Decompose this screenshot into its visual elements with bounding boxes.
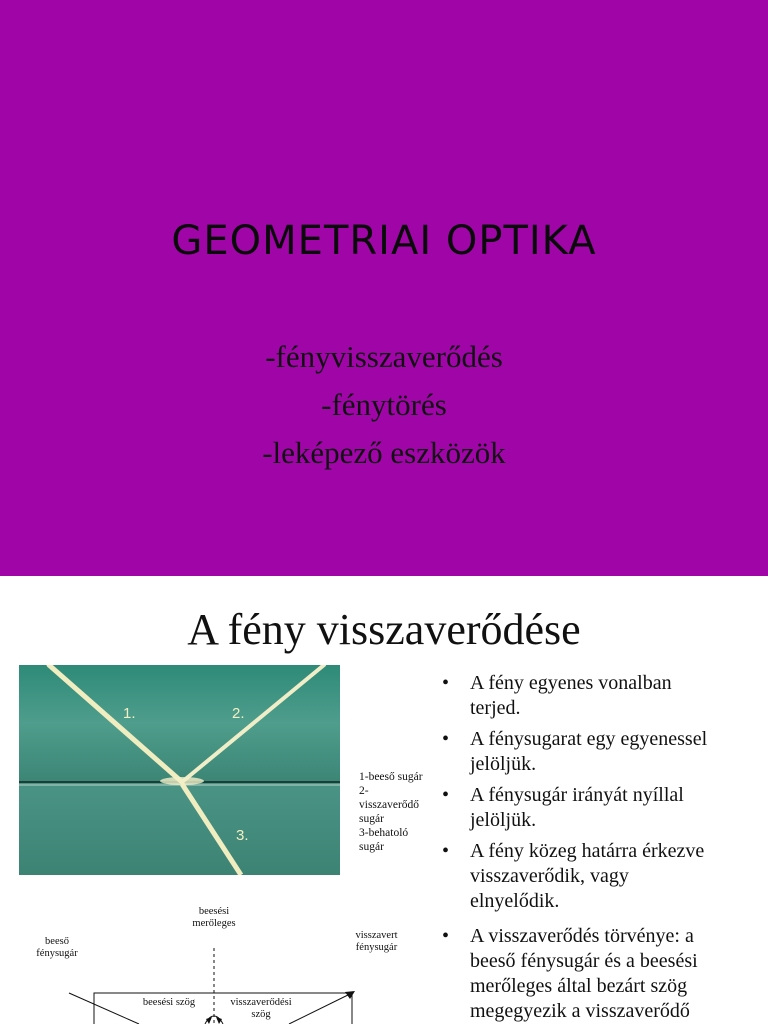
bullet-line: A fény közeg határra érkezve bbox=[470, 840, 705, 862]
bullet-line: beeső fénysugár és a beesési bbox=[470, 950, 698, 972]
bullet-line: A fény egyenes vonalban bbox=[470, 672, 672, 694]
bullet-symbol: • bbox=[442, 840, 450, 862]
angle-of-reflection-label-line: visszaverődési bbox=[230, 997, 292, 1008]
bullet-item bbox=[440, 727, 758, 777]
photo-legend bbox=[359, 770, 435, 854]
bullet-line: A fénysugarat egy egyenessel bbox=[470, 728, 708, 750]
slide-title: A fény visszaverődése bbox=[187, 605, 581, 654]
incident-ray-label bbox=[27, 936, 87, 960]
bullet-item bbox=[440, 783, 758, 833]
light-ray-photo-drawing bbox=[19, 665, 340, 875]
bullet-line: megegyezik a visszaverődő bbox=[470, 1000, 690, 1022]
legend-line: 3-behatoló bbox=[359, 827, 409, 839]
bullet-list bbox=[440, 671, 758, 1024]
light-ray-photo bbox=[19, 665, 340, 875]
bullet-symbol: • bbox=[442, 728, 450, 750]
bullet-symbol: • bbox=[442, 784, 450, 806]
bullet-item bbox=[440, 671, 758, 721]
angle-of-incidence-label-line: beesési szög bbox=[142, 997, 196, 1008]
legend-line: sugár bbox=[359, 841, 384, 853]
bullet-line: jelöljük. bbox=[470, 809, 537, 831]
reflected-ray-label-line: fénysugár bbox=[355, 942, 398, 953]
bullet-line: visszaverődik, vagy bbox=[470, 865, 629, 887]
bullet-item bbox=[440, 924, 758, 1024]
legend-line: sugár bbox=[359, 813, 384, 825]
topic-list bbox=[0, 333, 768, 477]
bullet-symbol: • bbox=[442, 925, 450, 947]
angle-of-incidence-label bbox=[129, 997, 209, 1009]
normal-label-line: beesési bbox=[198, 906, 230, 917]
ray-label-2: 2. bbox=[232, 705, 245, 722]
bullet-line: A visszaverődés törvénye: a bbox=[470, 925, 694, 947]
legend-line: visszaverődő bbox=[359, 799, 420, 811]
legend-line: 2- bbox=[359, 785, 369, 797]
topic-item-reflection: -fényvisszaverődés bbox=[265, 339, 503, 374]
legend-line: 1-beeső sugár bbox=[359, 771, 423, 783]
bullet-line: terjed. bbox=[470, 697, 521, 719]
reflected-ray-label-line: visszavert bbox=[355, 930, 398, 941]
ray-label-1: 1. bbox=[123, 705, 136, 722]
bullet-line: jelöljük. bbox=[470, 753, 537, 775]
bullet-line: merőleges által bezárt szög bbox=[470, 975, 688, 997]
reflected-ray-label bbox=[344, 930, 409, 954]
bullet-symbol: • bbox=[442, 672, 450, 694]
topic-item-refraction: -fénytörés bbox=[321, 387, 447, 422]
ray-label-3: 3. bbox=[236, 827, 249, 844]
angle-of-reflection-label bbox=[219, 997, 303, 1021]
topic-item-imaging-devices: -leképező eszközök bbox=[262, 435, 506, 470]
incident-ray-label-line: fénysugár bbox=[36, 948, 78, 959]
angle-of-reflection-label-line: szög bbox=[251, 1009, 271, 1020]
bullet-line: elnyelődik. bbox=[470, 890, 560, 912]
bullet-line: A fénysugár irányát nyíllal bbox=[470, 784, 684, 806]
bullet-item bbox=[440, 839, 758, 914]
normal-label-line: merőleges bbox=[192, 918, 236, 929]
reflection-law-diagram bbox=[19, 900, 419, 1024]
normal-label bbox=[184, 906, 244, 930]
slide-title: GEOMETRIAI OPTIKA bbox=[171, 218, 597, 264]
incident-ray-label-line: beeső bbox=[45, 936, 69, 947]
reflection-slide bbox=[0, 576, 768, 1024]
